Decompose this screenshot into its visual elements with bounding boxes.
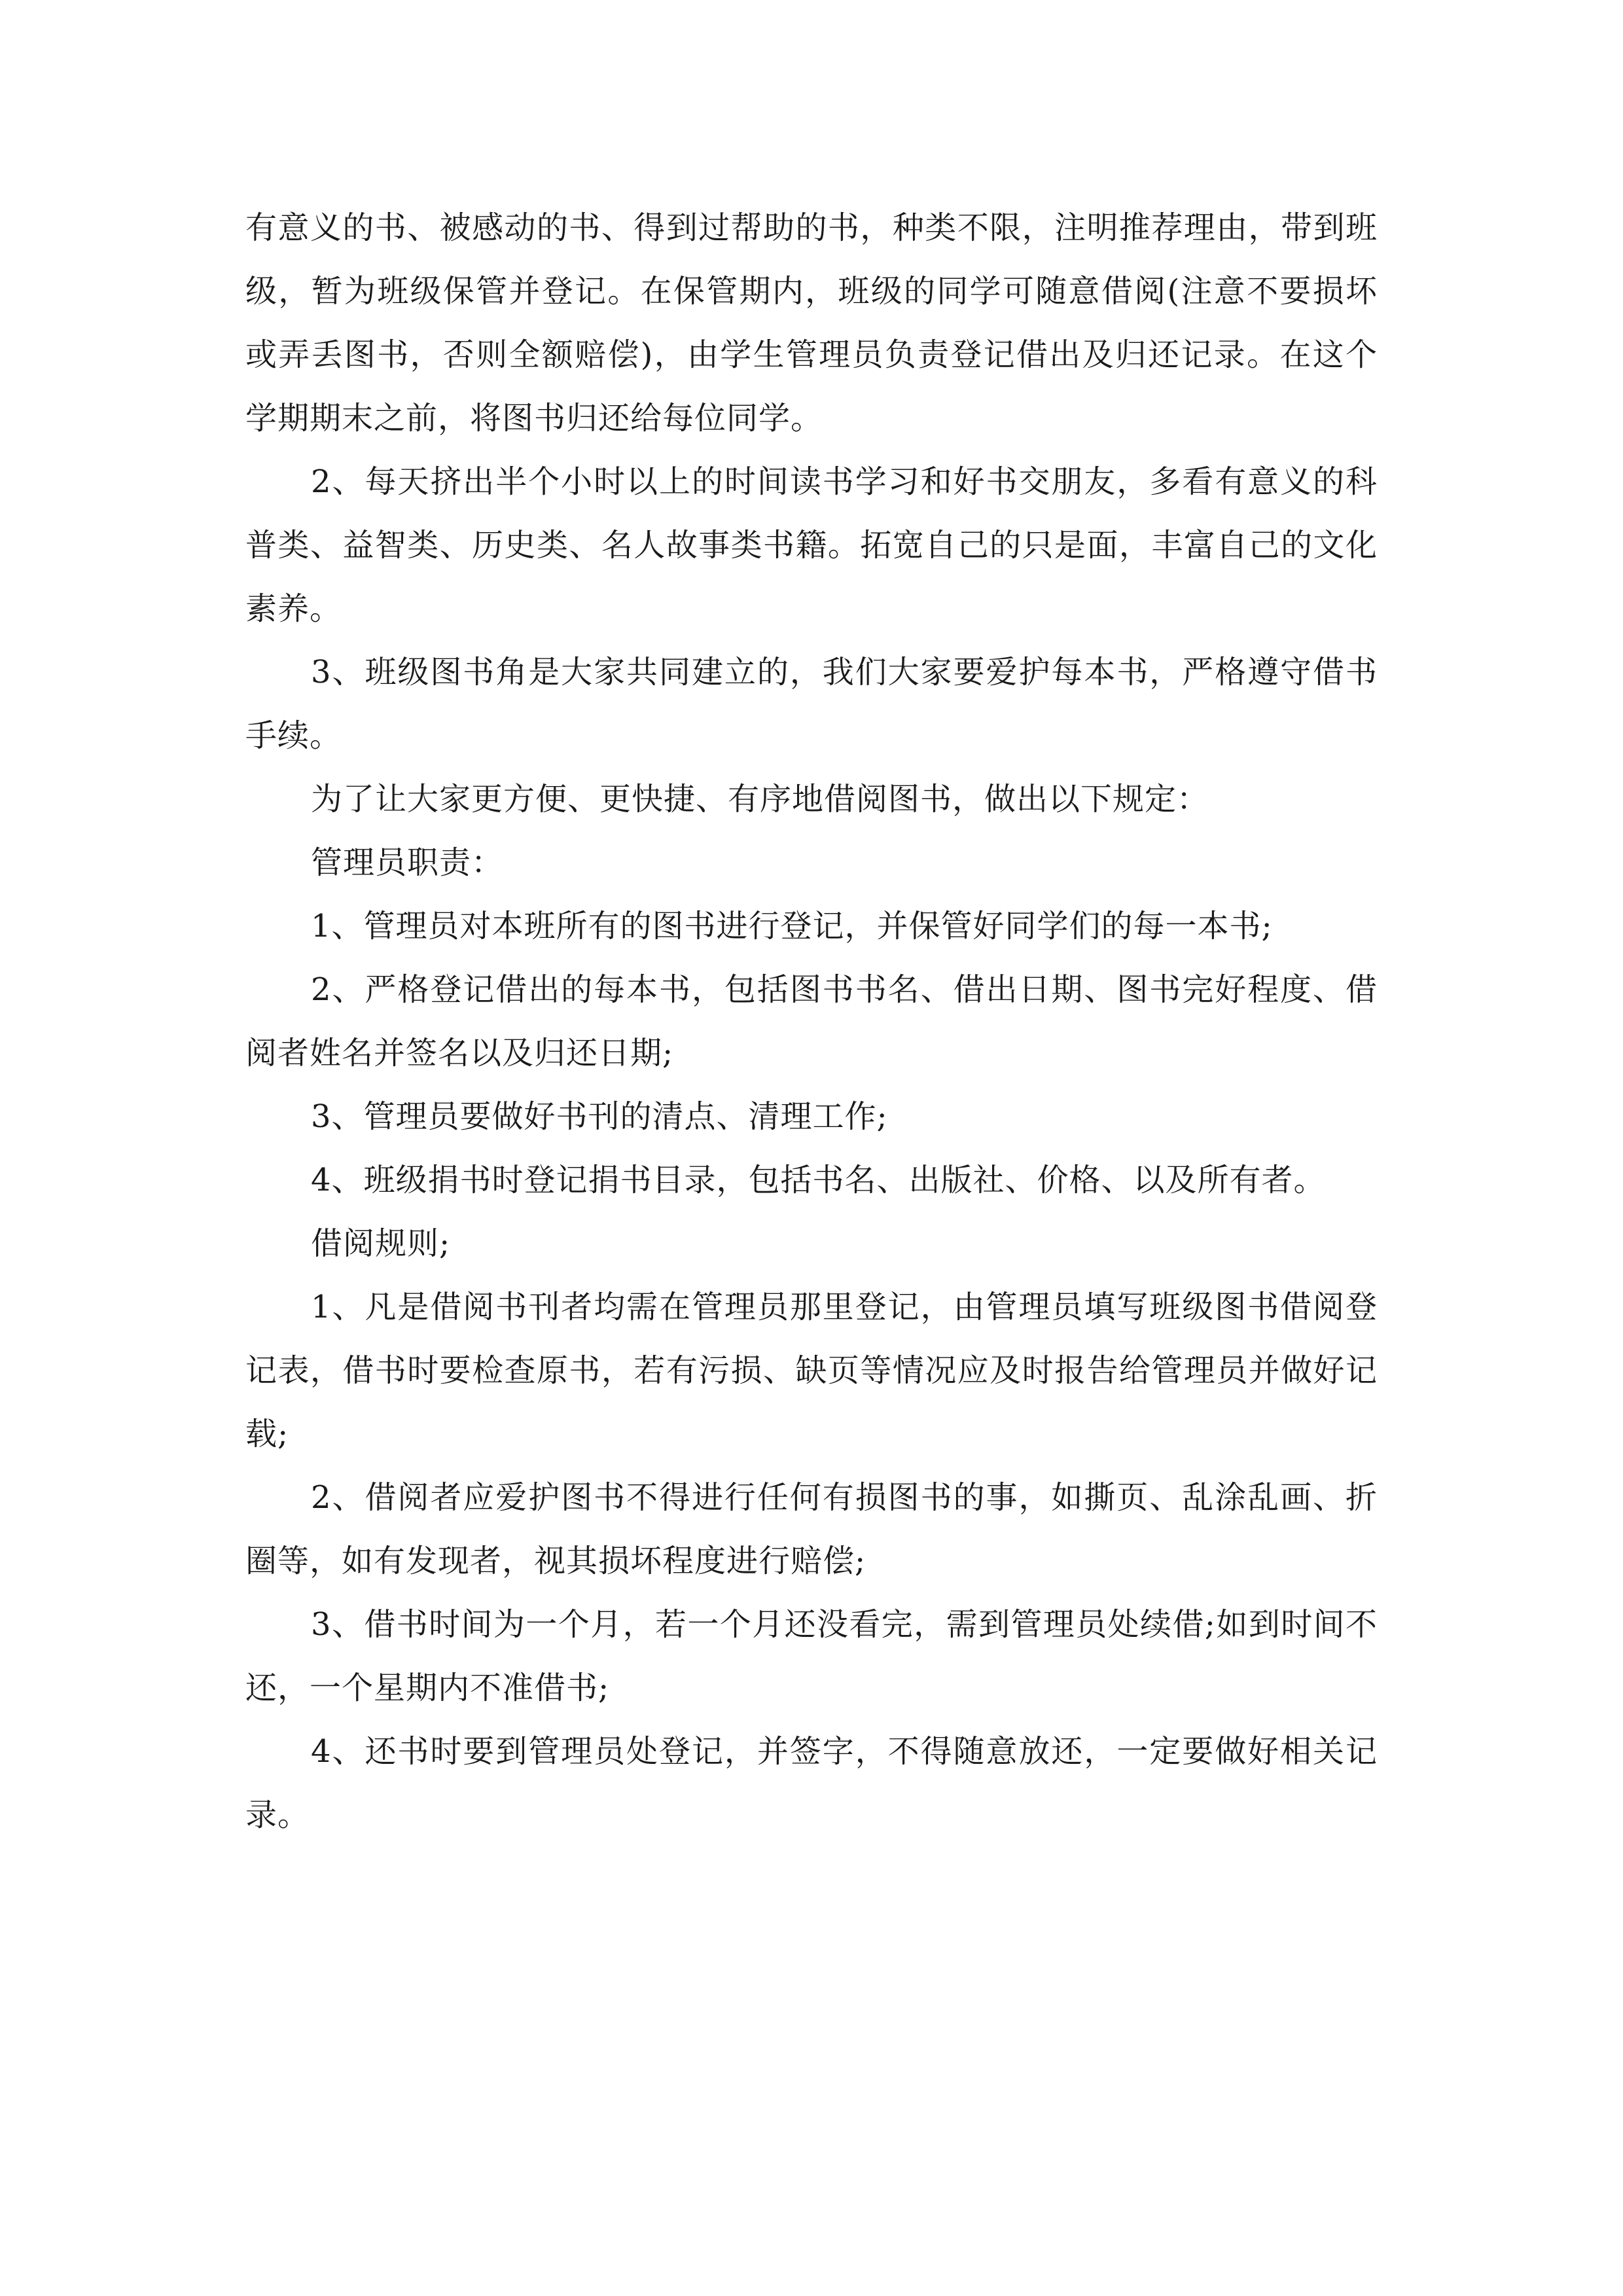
borrow-rule-4: 4、还书时要到管理员处登记，并签字，不得随意放还，一定要做好相关记录。 bbox=[245, 1733, 1378, 1833]
admin-duty-2: 2、严格登记借出的每本书，包括图书书名、借出日期、图书完好程度、借阅者姓名并签名以及归还日期; bbox=[245, 971, 1378, 1071]
document-body bbox=[245, 196, 1378, 1847]
section-heading-borrow-rules: 借阅规则; bbox=[311, 1225, 451, 1262]
section-heading-admin-duties: 管理员职责： bbox=[311, 844, 504, 881]
borrow-rule-1: 1、凡是借阅书刊者均需在管理员那里登记，由管理员填写班级图书借阅登记表，借书时要检查原书，若有污损、缺页等情况应及时报告给管理员并做好记载; bbox=[245, 1289, 1378, 1452]
admin-duty-4: 4、班级捐书时登记捐书目录，包括书名、出版社、价格、以及所有者。 bbox=[311, 1162, 1326, 1198]
paragraph-continuation: 有意义的书、被感动的书、得到过帮助的书，种类不限，注明推荐理由，带到班级，暂为班级保管并登记。在保管期内，班级的同学可随意借阅(注意不要损坏或弄丢图书，否则全额赔偿)，由学生管理员负责登记借出及归还记录。在这个学期期末之前，将图书归还给每位同学。 bbox=[245, 209, 1378, 437]
borrow-rule-3: 3、借书时间为一个月，若一个月还没看完，需到管理员处续借;如到时间不还，一个星期内不准借书; bbox=[245, 1606, 1378, 1706]
paragraph-rules-intro: 为了让大家更方便、更快捷、有序地借阅图书，做出以下规定： bbox=[311, 781, 1209, 817]
admin-duty-3: 3、管理员要做好书刊的清点、清理工作; bbox=[311, 1098, 888, 1135]
admin-duty-1: 1、管理员对本班所有的图书进行登记，并保管好同学们的每一本书; bbox=[311, 908, 1273, 944]
paragraph-item-2: 2、每天挤出半个小时以上的时间读书学习和好书交朋友，多看有意义的科普类、益智类、历史类、名人故事类书籍。拓宽自己的只是面，丰富自己的文化素养。 bbox=[245, 463, 1378, 627]
paragraph-item-3: 3、班级图书角是大家共同建立的，我们大家要爱护每本书，严格遵守借书手续。 bbox=[245, 654, 1378, 754]
borrow-rule-2: 2、借阅者应爱护图书不得进行任何有损图书的事，如撕页、乱涂乱画、折圈等，如有发现者，视其损坏程度进行赔偿; bbox=[245, 1479, 1378, 1579]
